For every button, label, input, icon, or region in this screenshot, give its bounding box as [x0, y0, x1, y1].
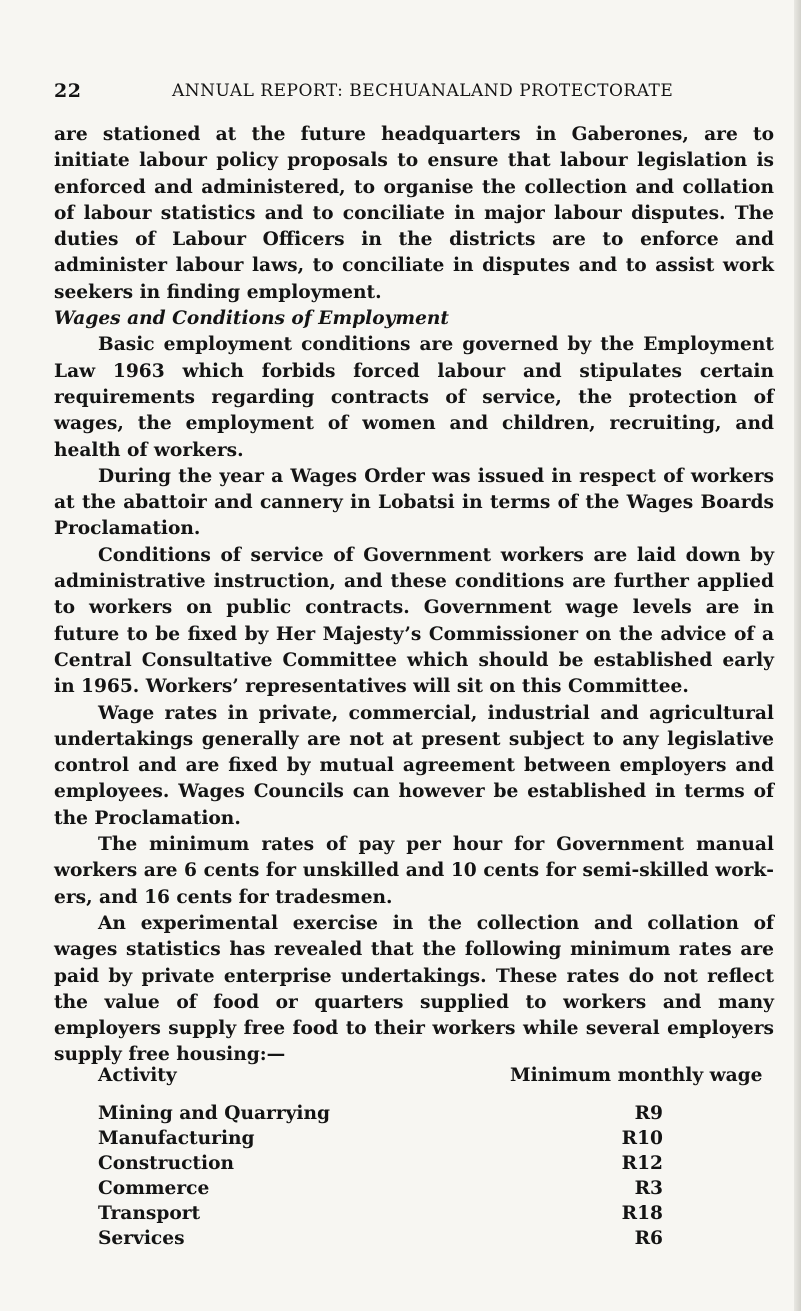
wage-cell: R3: [634, 1178, 663, 1199]
paragraph-minimum-rates: The minimum rates of pay per hour for Government manual workers are 6 cents for unskilled and 10 cents for semi-skilled workers, and 16 cents for tradesmen.: [54, 834, 774, 908]
wage-cell: R9: [634, 1103, 663, 1124]
paragraph-government-workers: Conditions of service of Government workers are laid down by administrative instruction, and these conditions are further applied to workers on public contracts. Government wage levels are in future to be fixed by Her Majesty’s Commissioner on the advice of a Central Consultative Committee which should be established early in 1965. Workers’ representatives will sit on this Committee.: [54, 544, 774, 698]
page-number: 22: [54, 80, 82, 102]
activity-cell: Transport: [98, 1203, 201, 1224]
paragraph-continuation: are stationed at the future headquarters in Gaberones, are to initiate labour policy proposals to ensure that labour legislation is enforced and administered, to organise the collection and collation of labour statistics and to conciliate in major labour disputes. The duties of Labour Officers in the districts are to enforce and administer labour laws, to conciliate in disputes and to assist work seekers in finding employment.: [54, 124, 774, 303]
paragraph-employment-law: Basic employment conditions are governed by the Employment Law 1963 which forbids forced labour and stipulates certain requirements regarding contracts of service, the protection of wages, the employment of women and children, recruiting, and health of workers.: [54, 334, 774, 461]
wage-table-header: [98, 1065, 788, 1103]
wage-cell: R6: [634, 1228, 663, 1249]
activity-cell: Commerce: [98, 1178, 210, 1199]
paragraph-private-wage-rates: Wage rates in private, commercial, industrial and agricultural undertakings generally are not at present subject to any legislative control and are fixed by mutual agreement between employers and employees. Wages Councils can however be established in terms of the Proclamation.: [54, 702, 774, 829]
activity-cell: Construction: [98, 1153, 234, 1174]
activity-cell: Manufacturing: [98, 1128, 255, 1149]
paragraph-wage-statistics: An experimental exercise in the collection and collation of wages statistics has revealed that the following minimum rates are paid by private enterprise undertakings. These rates do not reflect the value of food or quarters supplied to workers and many employers supply free food to their workers while several employers supply free housing:—: [54, 912, 774, 1066]
table-row: [98, 1103, 788, 1128]
wage-cell: R12: [621, 1153, 663, 1174]
wage-cell: R18: [621, 1203, 663, 1224]
column-header-wage: Minimum monthly wage: [510, 1065, 763, 1086]
report-title: ANNUAL REPORT: BECHUANALAND PROTECTORATE: [172, 81, 674, 101]
column-header-activity: Activity: [98, 1065, 177, 1086]
page-edge: [794, 0, 801, 1311]
table-row: [98, 1153, 788, 1178]
activity-cell: Services: [98, 1228, 185, 1249]
paragraph-wages-order: During the year a Wages Order was issued in respect of workers at the abattoir and cannery in Lobatsi in terms of the Wages Boards Proclamation.: [54, 465, 774, 540]
table-row: [98, 1178, 788, 1203]
running-head: [54, 80, 754, 106]
table-row: [98, 1128, 788, 1153]
table-row: [98, 1228, 788, 1253]
wage-cell: R10: [621, 1128, 663, 1149]
wage-table: [98, 1065, 788, 1253]
section-heading: Wages and Conditions of Employment: [54, 308, 450, 330]
body-text: [54, 122, 774, 1069]
activity-cell: Mining and Quarrying: [98, 1103, 331, 1124]
table-row: [98, 1203, 788, 1228]
